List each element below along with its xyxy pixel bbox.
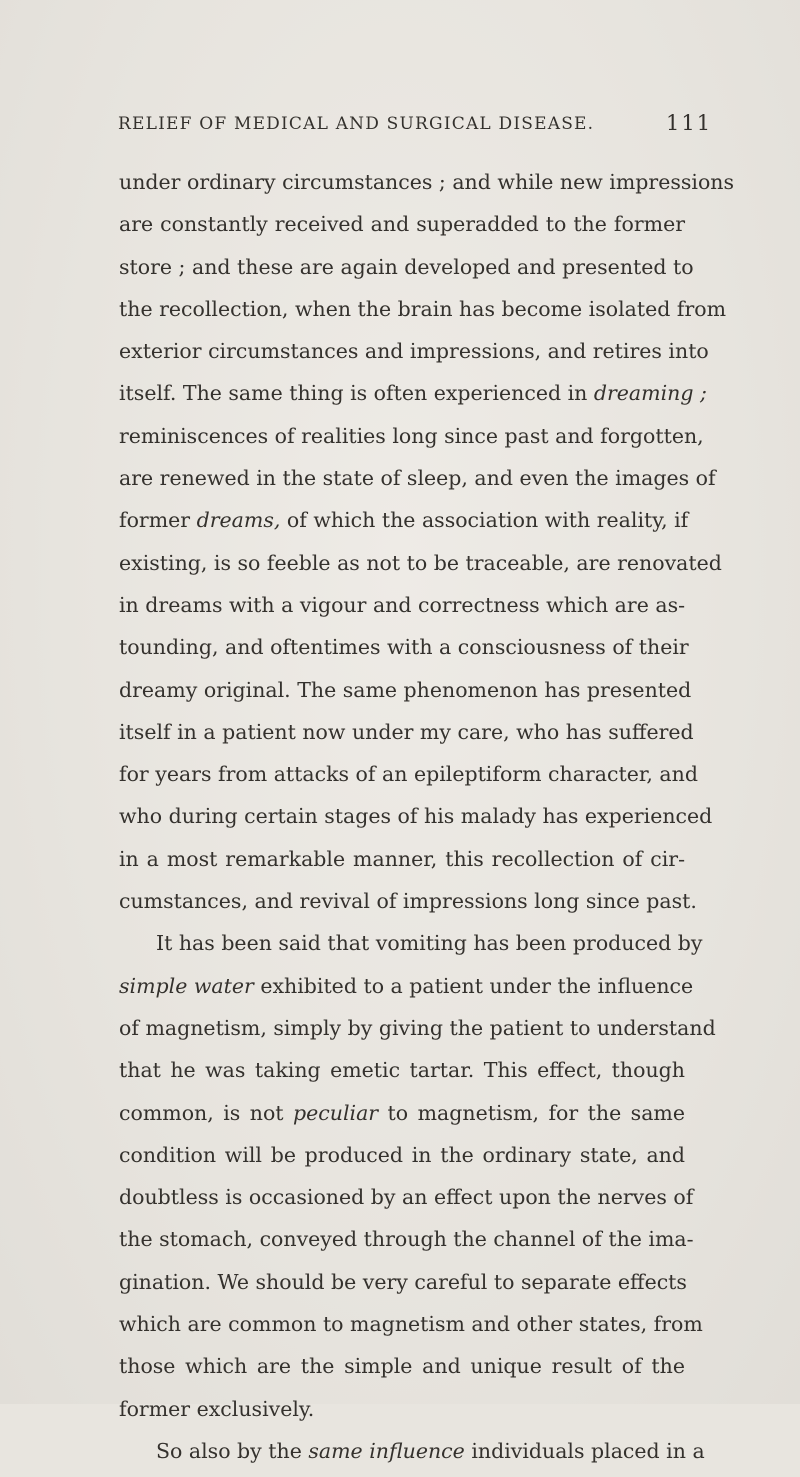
- body-text: [119, 166, 735, 1477]
- text-line: [119, 293, 727, 335]
- text-run: under ordinary circumstances ; and while new impressions: [119, 170, 735, 194]
- italic-text: same influence: [308, 1438, 465, 1463]
- text-line: [119, 251, 694, 293]
- text-line: [119, 927, 703, 969]
- text-line: [119, 1435, 705, 1477]
- text-line: [119, 1266, 685, 1308]
- text-line: [119, 885, 697, 927]
- text-run: individuals placed in a: [464, 1438, 705, 1463]
- text-line: [119, 504, 689, 546]
- italic-text: simple water: [119, 973, 254, 998]
- text-run: condition will be produced in the ordinary state, and: [119, 1142, 685, 1167]
- text-run: cumstances, and revival of impressions long since past.: [119, 889, 697, 914]
- text-run: itself in a patient now under my care, who has suffered: [119, 719, 694, 744]
- text-line: [119, 377, 707, 419]
- text-run: the stomach, conveyed through the channel of the ima-: [119, 1227, 694, 1252]
- text-line: [119, 1393, 685, 1435]
- text-run: former: [119, 508, 197, 533]
- text-run: It has been said that vomiting has been produced by: [156, 931, 703, 956]
- text-line: [119, 335, 709, 377]
- text-run: So also by the: [156, 1438, 309, 1463]
- text-run: are renewed in the state of sleep, and even the images of: [119, 466, 716, 491]
- page-number: 111: [666, 111, 713, 135]
- text-line: [119, 208, 685, 250]
- text-run: those which are the simple and unique result of the: [119, 1354, 685, 1379]
- text-line: [119, 1350, 685, 1392]
- text-line: [119, 1181, 694, 1223]
- text-run: exhibited to a patient under the influence: [253, 973, 694, 998]
- text-run: the recollection, when the brain has become isolated from: [119, 296, 727, 321]
- text-run: common, is not: [119, 1100, 294, 1125]
- text-run: who during certain stages of his malady has experienced: [119, 804, 713, 829]
- text-line: [119, 843, 685, 885]
- text-line: [119, 674, 692, 716]
- text-run: existing, is so feeble as not to be traceable, are renovated: [119, 550, 722, 575]
- text-line: [119, 589, 685, 631]
- text-line: [119, 166, 735, 208]
- italic-text: dreams,: [196, 508, 281, 533]
- text-line: [119, 1054, 685, 1096]
- text-run: in a most remarkable manner, this recollection of cir-: [119, 846, 685, 871]
- text-line: [119, 462, 716, 504]
- text-line: [119, 1097, 685, 1139]
- italic-text: dreaming ;: [593, 381, 707, 406]
- text-run: gination. We should be very careful to separate effects: [119, 1269, 687, 1294]
- text-line: [119, 1223, 694, 1265]
- text-run: itself. The same thing is often experienced in: [119, 381, 594, 406]
- italic-text: peculiar: [293, 1100, 379, 1125]
- text-run: which are common to magnetism and other states, from: [119, 1312, 703, 1337]
- running-header: [118, 111, 713, 135]
- text-line: [119, 1308, 703, 1350]
- text-run: of magnetism, simply by giving the patient to understand: [119, 1015, 716, 1040]
- text-run: of which the association with reality, if: [280, 508, 689, 533]
- text-run: in dreams with a vigour and correctness which are as-: [119, 592, 686, 617]
- text-run: that he was taking emetic tartar. This effect, though: [119, 1058, 685, 1083]
- text-run: exterior circumstances and impressions, and retires into: [119, 339, 709, 364]
- text-run: doubtless is occasioned by an effect upon the nerves of: [119, 1185, 694, 1210]
- text-run: dreamy original. The same phenomenon has presented: [119, 677, 692, 702]
- text-run: are constantly received and superadded to the former: [119, 212, 685, 237]
- text-line: [119, 547, 722, 589]
- text-line: [119, 631, 689, 673]
- text-run: tounding, and oftentimes with a consciousness of their: [119, 635, 689, 660]
- text-line: [119, 1139, 685, 1181]
- text-run: to magnetism, for the same: [378, 1100, 685, 1125]
- text-line: [119, 1012, 716, 1054]
- text-line: [119, 420, 704, 462]
- text-line: [119, 800, 713, 842]
- running-title: RELIEF OF MEDICAL AND SURGICAL DISEASE.: [118, 114, 595, 134]
- text-line: [119, 716, 694, 758]
- text-line: [119, 970, 694, 1012]
- text-run: reminiscences of realities long since past and forgotten,: [119, 423, 704, 448]
- text-run: for years from attacks of an epileptiform character, and: [119, 762, 698, 787]
- text-run: store ; and these are again developed and presented to: [119, 254, 694, 279]
- text-line: [119, 758, 698, 800]
- text-run: former exclusively.: [119, 1396, 315, 1421]
